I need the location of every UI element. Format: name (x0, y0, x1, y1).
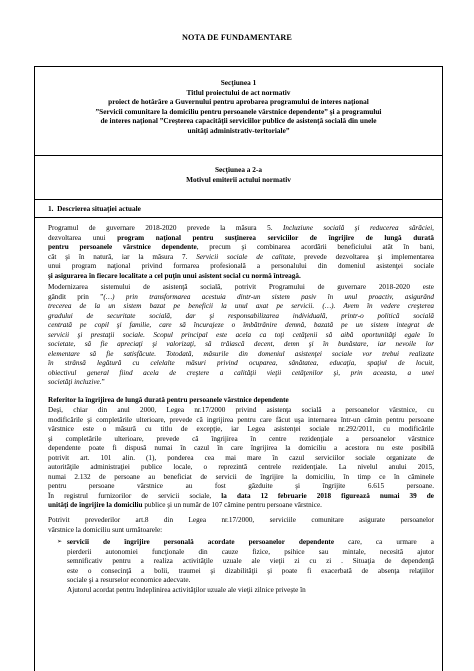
text-line (48, 425, 434, 435)
section-2-heading: Secţiunea a 2-a (214, 165, 263, 174)
table-divider (35, 199, 442, 200)
text-run: şi completările ulterioare, prevede că îngrijirea în centre rezidenţiale a persoanelor vârstnice (48, 434, 434, 443)
section-1-title-line: ”Servicii comunitare la domiciliu pentru persoanele vârstnice dependente” şi a programului (95, 106, 382, 116)
text-line (48, 492, 434, 502)
table-divider (35, 217, 442, 218)
text-run: cât şi în natură, iar la măsura 7. (48, 252, 197, 261)
text-run: este o consecinţă a bolii, traumei şi dizabilităţii şi poate fi exacerbată de absenţa relaţiilor (67, 566, 434, 575)
section-1-title-line: de interes naţional ”Creşterea capacităţii serviciilor publice de asistenţă socială din unele (100, 116, 377, 126)
section-1-heading: Secţiunea 1 (220, 78, 257, 87)
text-run: obiectivul general fiind acela de creştere a calităţii vieţii cetăţenilor şi, prin aceasta, a unei (48, 368, 434, 377)
text-line (48, 473, 434, 483)
section-1-title-line: Titlul proiectului de act normativ (186, 87, 291, 97)
text-line (48, 435, 434, 445)
text-run: Modernizarea sistemului de asistenţă socială, potrivit Programului de guvernare 2018-2020 este (48, 283, 434, 291)
text-run: pentru persoane vârstnice au fost găzduite şi îngrijite 6.615 persoane. (48, 482, 434, 491)
bullet-icon: ➢ (57, 539, 63, 545)
text-run: Incluziune socială şi reducerea sărăciei, (282, 224, 434, 232)
text-line (48, 340, 434, 350)
paragraph-community-services (48, 516, 434, 535)
text-run: gândit prin ” (48, 292, 104, 301)
text-line (48, 378, 434, 388)
text-run: semnificativ pentru a realiza activităţile uzuale ale vieţii zi cu zi . Situaţia de dependenţă (67, 557, 434, 566)
text-run: Programul de guvernare 2018-2020 prevede la măsura 5. (48, 224, 283, 232)
text-line (48, 253, 434, 263)
text-line (48, 293, 434, 303)
text-run: program naţional pentru susţinerea serviciilor de îngrijire de lungă durată (117, 233, 434, 242)
text-line (48, 516, 434, 526)
text-line (48, 321, 434, 331)
text-run: dezvoltarea unui (48, 233, 118, 242)
text-line (48, 369, 434, 379)
text-run: (…) prin transformarea acestuia dintr-un sistem pasiv în unul proactiv, asigurând (103, 292, 434, 301)
text-run: publice şi un număr de 107 cămine pentru persoane vârstnice. (142, 501, 322, 510)
text-run: servicii de îngrijire personală acordate persoanelor dependente (67, 538, 335, 546)
text-run: servicii şi prestaţii sociale. Scopul principal este acela ca toţi cetăţenii să aibă oportunităţi egale în (48, 330, 434, 339)
text-run: pierderii autonomiei funcţionale din cauze fizice, psihice sau mintale, necesită ajutor (67, 547, 434, 556)
text-run: dependente poate fi dispusă numai în cazul în care îngrijirea la domiciliu a acestora nu este posibilă (48, 444, 434, 453)
text-line (48, 234, 434, 244)
paragraph-modernization (48, 283, 434, 388)
text-line (48, 444, 434, 454)
text-line (48, 224, 434, 234)
text-run: unui program naţional privind formarea profesională a personalului din domeniul asistenţei sociale (48, 262, 434, 271)
paragraph-heading-long-term-care: Referitor la îngrijirea de lungă durată pentru persoanele vârstnice dependente (48, 396, 289, 404)
text-run: care, ca urmare a (334, 538, 434, 546)
text-run: Potrivit prevederilor art.8 din Legea nr.17/2000, serviciile comunitare asigurate persoanelor (48, 516, 434, 524)
text-run: , precum şi combinarea acordării beneficiului atât în bani, (196, 243, 434, 252)
text-line (48, 406, 434, 416)
text-run: Deşi, chiar din anul 2000, Legea nr.17/2000 privind asistenţa socială a persoanelor vârstnice, cu (48, 406, 434, 414)
text-run: elementare să fie satisfăcute. Totodată, măsurile din domeniul asistenţei sociale vor trebui realizate (48, 349, 434, 358)
text-run: autorităţile administraţiei publice locale, o reprezintă centrele rezidenţiale. La nivelul anului 2015, (48, 463, 434, 472)
text-run: Ajutorul acordat pentru îndeplinirea activităţilor uzuale ale vieţii zilnice privește în (67, 585, 306, 594)
text-run: centrată pe copil şi familie, care să încurajeze o îmbătrânire demnă, bazată pe un sistem integrat de (48, 321, 434, 330)
list-item-line (57, 567, 434, 577)
text-run: , prevede dezvoltarea şi implementarea (293, 252, 434, 261)
text-line (48, 416, 434, 426)
document-table (34, 66, 443, 671)
text-run: pentru persoanele vârstnice dependente (48, 243, 197, 252)
subsection-number: 1. (48, 204, 54, 213)
text-line (48, 463, 434, 473)
text-run: unităţi de îngrijire la domiciliu (48, 501, 143, 510)
section-2-block (35, 165, 442, 184)
text-line (48, 526, 434, 536)
text-run: numai 2.132 de persoane au beneficiat de servicii de îngrijire la domiciliu, în timp ce în căminele (48, 472, 434, 481)
text-line (48, 302, 434, 312)
text-run: societate, să fie apreciaţi şi valorizaţi, să trăiască decent, demn şi în bunăstare, iar nevoile lor (48, 340, 434, 349)
subsection-heading (48, 204, 141, 213)
text-line (48, 312, 434, 322)
text-run: gradului de securitate socială, dar şi responsabilizarea individuală, printr-o politică socială (48, 311, 434, 320)
text-run: vârstnice este o măsură cu titlu de excepţie, iar Legea asistenţei sociale nr.292/2011, cu modificările (48, 425, 434, 434)
section-1-title-line: proiect de hotărâre a Guvernului pentru aprobarea programului de interes naţional (108, 97, 369, 107)
text-run: în strânsă legătură cu celelalte măsuri privind ocuparea, sănătatea, educaţia, spaţiul de locuit, (48, 359, 434, 368)
text-line (48, 350, 434, 360)
text-line (48, 243, 434, 253)
text-run: societăţi incluzive. (48, 378, 102, 387)
list-item-line (57, 538, 434, 548)
list-item-line (57, 586, 434, 596)
document-title: NOTA DE FUNDAMENTARE (182, 33, 292, 42)
text-line (48, 331, 434, 341)
services-list (57, 538, 434, 595)
text-run: sociale şi a resurselor economice adecvate. (67, 576, 191, 585)
section-2-subtitle: Motivul emiterii actului normativ (186, 174, 291, 184)
text-line (48, 272, 434, 282)
text-run: şi asigurarea în fiecare localitate a cel puţin unui asistent social cu normă întreagă. (48, 271, 301, 280)
list-item-line (57, 557, 434, 567)
text-line (48, 283, 434, 293)
text-line (48, 262, 434, 272)
text-run: la data 12 februarie 2018 figurează numai 39 de (221, 491, 434, 500)
subsection-label: Descrierea situaţiei actuale (57, 204, 141, 213)
text-run: trecerea de la un sistem bazat pe beneficii la unul axat pe servicii. (…). Avem în vedere creşterea (48, 302, 434, 311)
text-line (48, 359, 434, 369)
text-line (48, 482, 434, 492)
section-1-title-line: unităţi administrativ-teritoriale” (187, 125, 290, 135)
text-run: vârstnice la domiciliu sunt următoarele: (48, 525, 163, 534)
text-run: ” (101, 378, 105, 387)
text-run: În registrul furnizorilor de servicii sociale, (48, 491, 222, 500)
section-1-block (35, 78, 442, 136)
text-run: Servicii sociale de calitate (196, 252, 294, 261)
list-item-line (57, 576, 434, 586)
text-run: potrivit art. 101 alin. (1), ponderea cea mai mare în cazul serviciilor sociale organizate de (48, 453, 434, 462)
text-line (48, 501, 434, 511)
table-divider (35, 155, 442, 156)
paragraph-governance-program (48, 224, 434, 281)
text-run: modificările şi completările ulterioare, prevede că ingrijirea pentru care făcut uşa internarea într-un cămin pentru persoane (48, 415, 434, 424)
list-item-line (57, 548, 434, 558)
text-line (48, 454, 434, 464)
paragraph-long-term-care (48, 406, 434, 511)
